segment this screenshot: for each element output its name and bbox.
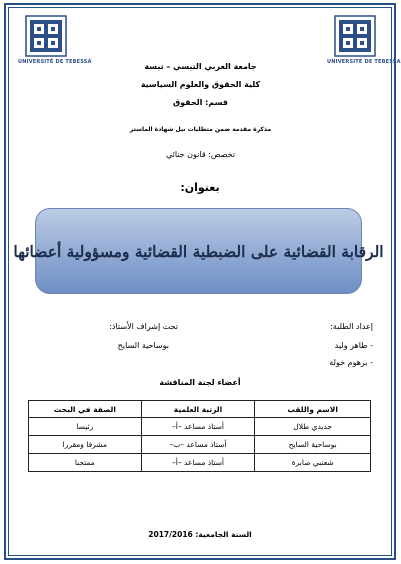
department-name: قسم: الحقوق [172,98,229,107]
university-emblem-icon [24,14,68,58]
column-header: الاسم واللقب [255,401,371,418]
student-name: - برهوم خولة [329,358,373,367]
table-row [29,436,371,454]
member-role: ممتحنا [29,454,142,472]
thesis-title: الرقابة القضائية على الضبطية القضائية ومسؤولية أعضائها [13,241,384,261]
member-rank: أستاذ مساعد –أ– [141,454,255,472]
member-role: مشرفا ومقررا [29,436,142,454]
member-name: بوساحية السايح [255,436,371,454]
student-name: - طاهر وليد [334,341,373,350]
thesis-title-banner [13,208,384,294]
university-emblem-icon [333,14,377,58]
member-name: شعنبي صابرة [255,454,371,472]
title-label: بعنوان: [180,181,220,194]
member-rank: أستاذ مساعد –ب– [141,436,255,454]
academic-year: السنة الجامعية: 2017/2016 [148,530,252,539]
column-header: الصفة في البحث [29,401,142,418]
memo-statement: مذكرة مقدمة ضمن متطلبات نيل شهادة الماستر [129,126,272,133]
table-row [29,418,371,436]
faculty-name: كلية الحقوق والعلوم السياسية [140,80,261,89]
table-row [29,454,371,472]
member-rank: أستاذ مساعد –أ– [141,418,255,436]
students-label: إعداد الطلبة: [330,322,373,331]
logo-caption: UNIVERSITÉ DE TEBESSA [18,59,92,65]
jury-header-row [29,401,371,418]
logo-caption: UNIVERSITÉ DE TEBESSA [327,59,401,65]
specialty: تخصص: قانون جنائي [165,150,236,159]
member-name: جديدي طلال [255,418,371,436]
member-role: رئيسا [29,418,142,436]
supervisor-label: تحت إشراف الأستاذ: [109,322,178,331]
jury-table [28,400,371,472]
column-header: الرتبة العلمية [141,401,255,418]
jury-title: أعضاء لجنة المناقشة [159,378,241,387]
supervisor-name: بوساحية السايح [117,341,169,350]
university-name: جامعة العربي التبسي – تبسة [144,62,257,71]
